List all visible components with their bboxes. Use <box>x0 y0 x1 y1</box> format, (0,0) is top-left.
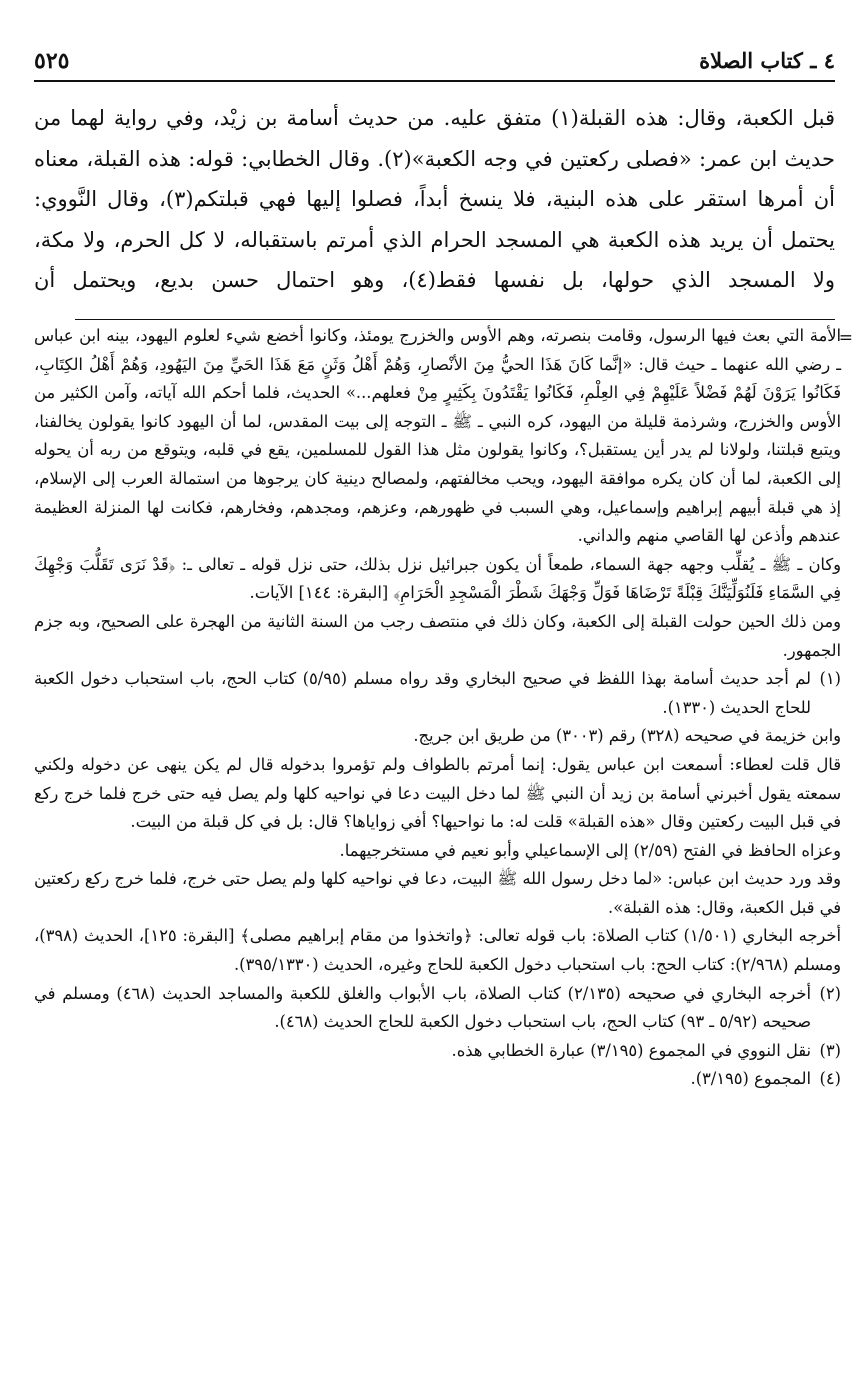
page-number: ٥٢٥ <box>34 48 70 74</box>
footnote-3 <box>34 1037 841 1066</box>
chapter-title: ٤ ـ كتاب الصلاة <box>699 48 835 73</box>
footnote-line: لم أجد حديث أسامة بهذا اللفظ في صحيح البخاري وقد رواه مسلم (٥/٩٥) كتاب الحج، باب استحباب دخول الكعبة للحاج الحديث (١٣٣٠). <box>34 669 811 717</box>
footnote-continuation: ومن ذلك الحين حولت القبلة إلى الكعبة، وكان ذلك في منتصف رجب من السنة الثانية من الهجرة على الصحيح، وبه جزم الجمهور. <box>34 611 841 660</box>
footnote-text: أخرجه البخاري في صحيحه (٢/١٣٥) كتاب الصلاة، باب الأبواب والغلق للكعبة والمساجد الحديث (٤٦٨) ومسلم في صحيحه (٥/٩٢ ـ ٩٣) كتاب الحج، باب استحباب دخول الكعبة للحاج الحديث (٤٦٨). <box>34 983 812 1032</box>
footnote-2 <box>34 980 841 1037</box>
footnote-line: قال قلت لعطاء: أسمعت ابن عباس يقول: إنما أمرتم بالطواف ولم تؤمروا بدخوله قال لم يكن ينهى عن دخوله ولكني سمعته يقول أخبرني أسامة بن زيد أن النبي ﷺ لما دخل البيت دعا في نواحيه كلها ولم يصل فيه حتى خرج فلما خرج ركع في قبل البيت ركعتين وقال «هذه القبلة» قلت له: ما نواحيها؟ أفي زواياها؟ قال: بل في كل قبلة من البيت. <box>34 754 841 832</box>
footnote-number: (٢) <box>819 983 841 1003</box>
footnote-continuation: الأمة التي بعث فيها الرسول، وقامت بنصرته، وهم الأوس والخزرج يومئذ، وكانوا أخضع شيء لعلوم اليهود، بينه ابن عباس ـ رضي الله عنهما ـ حيث قال: «إنَّما كَانَ هَذَا الحيُّ مِنَ الأنْصارِ، وَهُمْ أَهْلُ وَثَنٍ مَعَ هَذَا الحَيِّ مِنَ اليَهُودِ، وَهُمْ أَهْلُ الكِتَابِ، فَكَانُوا يَرَوْنَ لَهُمْ فَضْلاً عَلَيْهِمْ فِي العِلْمِ، فَكَانُوا يَقْتَدُونَ بِكَثِيرٍ مِنْ فعلهم...» الحديث، فلما أحكم الله آياته، وآمن الكثير من الأوس والخزرج، وشرذمة قليلة من اليهود، كره النبي ـ ﷺ ـ التوجه إلى بيت المقدس، لما أن اليهود كانوا يقولون يخالفنا، ويتبع قبلتنا، ولولانا لم يدر أين يستقبل؟، وكانوا يقولون مثل هذا القول للمسلمين، يقع في قلبه، ويتوقع من ربه أن يحوله إلى الكعبة، لما أن كان يكره موافقة اليهود، ويحب مخالفتهم، ولمصالح دينية كان يرجوها من استمالة العرب إلى الإسلام، إذ هي قبلة أبيهم إبراهيم وإسماعيل، وهي السبب في ظهورهم، وعزهم، ومجدهم، وفخارهم، فكانت لها المنزلة العظيمة عندهم وأذعن لها القاصي منهم والداني. <box>34 326 841 546</box>
footnotes <box>34 322 853 1094</box>
footnote-line: أخرجه البخاري (١/٥٠١) كتاب الصلاة: باب قوله تعالى: ﴿واتخذوا من مقام إبراهيم مصلى﴾ [البقرة: ١٢٥]، الحديث (٣٩٨)، ومسلم (٢/٩٦٨): كتاب الحج: باب استحباب دخول الكعبة للحاج وغيره، الحديث (٣٩٥/١٣٣٠). <box>34 926 842 975</box>
main-paragraph: قبل الكعبة، وقال: هذه القبلة(١) متفق عليه. من حديث أسامة بن زيْد، وفي رواية لهما من حديث ابن عمر: «فصلى ركعتين في وجه الكعبة»(٢). وقال الخطابي: قوله: هذه القبلة، معناه أن أمرها استقر على هذه البنية، فلا ينسخ أبداً، فصلوا إليها فهي قبلتكم(٣)، وقال النَّووي: يحتمل أن يريد هذه الكعبة هي المسجد الحرام الذي أمرتم باستقباله، لا كل الحرم، ولا مكة، ولا المسجد الذي حولها، بل نفسها فقط(٤)، وهو احتمال حسن بديع، ويحتمل أن <box>34 106 835 292</box>
footnote-divider <box>75 319 835 320</box>
running-header <box>34 48 835 82</box>
continuation-marker: = <box>838 328 853 348</box>
footnote-number: (١) <box>819 669 841 689</box>
footnote-line: وابن خزيمة في صحيحه (٣٢٨) رقم (٣٠٠٣) من طريق ابن جريج. <box>413 726 841 746</box>
footnote-4 <box>34 1065 841 1094</box>
footnote-number: (٣) <box>819 1040 841 1060</box>
footnote-text: المجموع (٣/١٩٥). <box>690 1069 811 1089</box>
footnote-number: (٤) <box>819 1069 841 1089</box>
footnote-text: نقل النووي في المجموع (٣/١٩٥) عبارة الخطابي هذه. <box>451 1040 811 1060</box>
footnote-line: وعزاه الحافظ في الفتح (٢/٥٩) إلى الإسماعيلي وأبو نعيم في مستخرجيهما. <box>339 840 841 860</box>
footnote-1 <box>34 665 841 722</box>
footnote-line: وقد ورد حديث ابن عباس: «لما دخل رسول الله ﷺ البيت، دعا في نواحيه كلها ولم يصل حتى خرج، فلما خرج ركع ركعتين في قبل الكعبة، وقال: هذه القبلة». <box>34 869 841 917</box>
main-text <box>34 98 835 301</box>
footnote-continuation: وكان ـ ﷺ ـ يُقلِّب وجهه جهة السماء، طمعاً أن يكون جبرائيل نزل بذلك، حتى نزل قوله ـ تعالى ـ: ﴿قَدْ نَرَى تَقَلُّبَ وَجْهِكَ فِي السَّمَاءِ فَلَنُوَلِّيَنَّكَ قِبْلَةً تَرْضَاهَا فَوَلِّ وَجْهَكَ شَطْرَ الْمَسْجِدِ الْحَرَامِ﴾ [البقرة: ١٤٤] الآيات. <box>34 554 841 603</box>
